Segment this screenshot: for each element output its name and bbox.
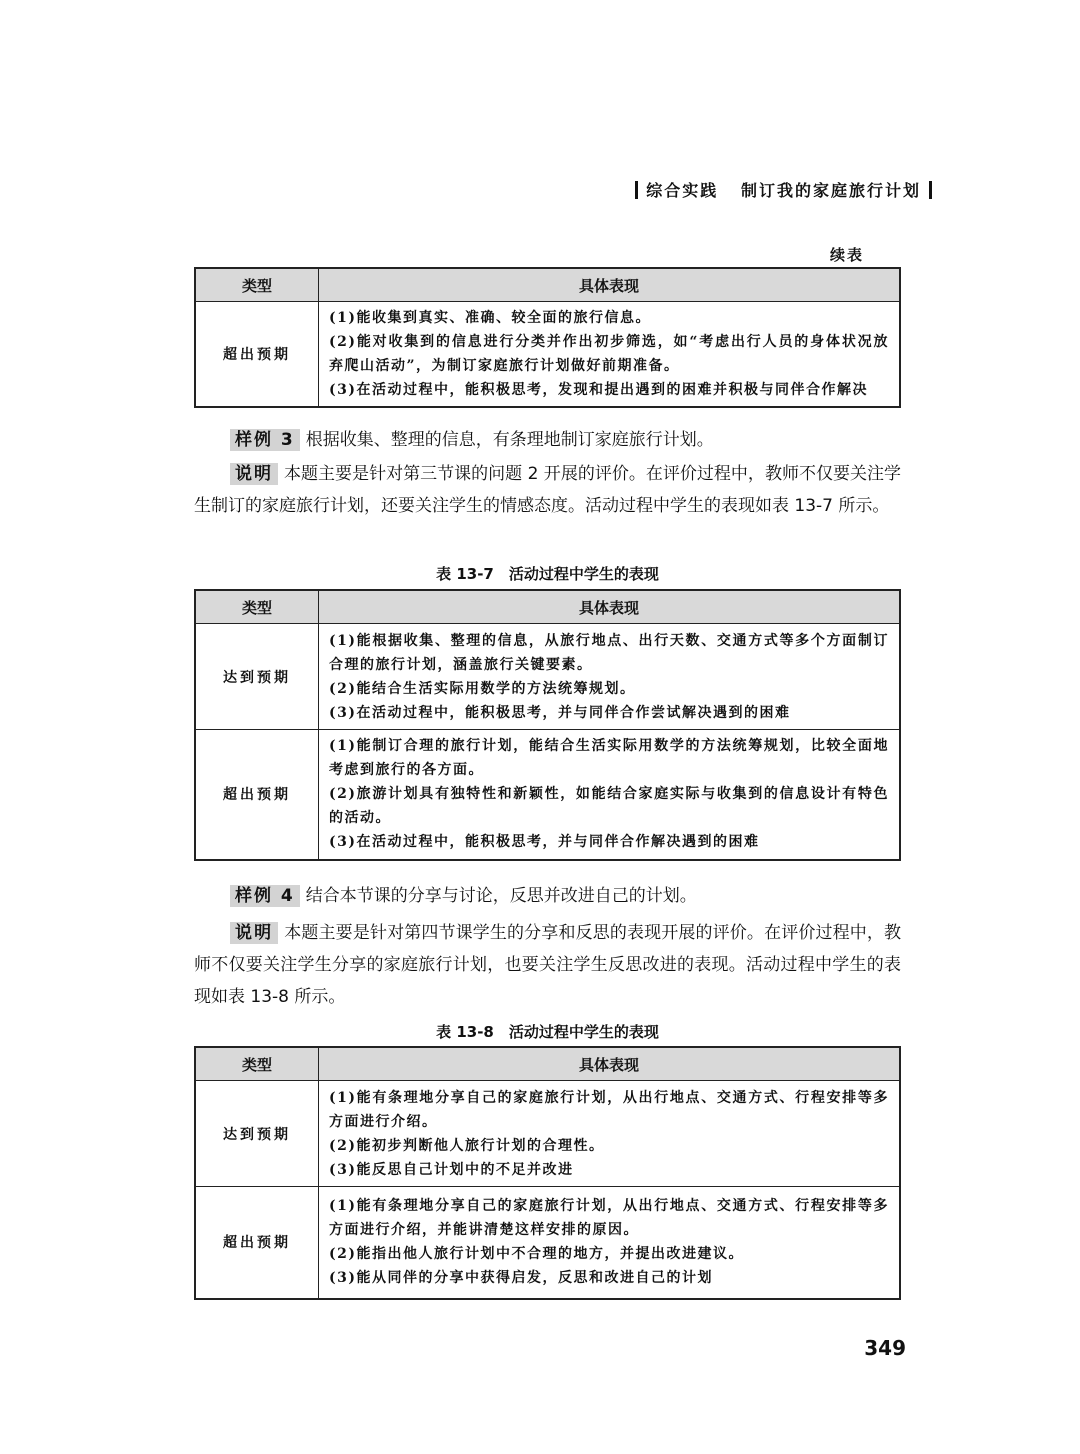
example-3-text: 根据收集、整理的信息，有条理地制订家庭旅行计划。 xyxy=(305,430,714,450)
row-desc xyxy=(319,730,901,860)
example-4 xyxy=(194,880,901,912)
table-row xyxy=(195,624,900,730)
desc-item: (1)能收集到真实、准确、较全面的旅行信息。 xyxy=(329,310,651,326)
row-type: 达到预期 xyxy=(195,624,319,730)
desc-item: (3)在活动过程中，能积极思考，发现和提出遇到的困难并积极与同伴合作解决 xyxy=(329,382,868,398)
desc-item: (3)在活动过程中，能积极思考，并与同伴合作尝试解决遇到的困难 xyxy=(329,704,791,721)
desc-item: (1)能有条理地分享自己的家庭旅行计划，从出行地点、交通方式、行程安排等多方面进行介绍。 xyxy=(329,1089,889,1130)
row-desc xyxy=(319,1081,901,1187)
example-3 xyxy=(194,424,901,456)
row-type: 超出预期 xyxy=(195,730,319,860)
header-title: 制订我的家庭旅行计划 xyxy=(740,181,921,200)
col-header-type: 类型 xyxy=(195,1047,319,1081)
desc-item: (1)能根据收集、整理的信息，从旅行地点、出行天数、交通方式等多个方面制订合理的旅行计划，涵盖旅行关键要素。 xyxy=(329,632,889,673)
table-row xyxy=(195,302,900,408)
continued-label: 续表 xyxy=(829,246,864,264)
example-4-text: 结合本节课的分享与讨论，反思并改进自己的计划。 xyxy=(305,886,697,906)
table-row xyxy=(195,1187,900,1299)
note-4 xyxy=(194,917,901,1013)
table-continued xyxy=(194,267,901,408)
note-4-tag: 说明 xyxy=(230,922,278,944)
note-3 xyxy=(194,458,901,522)
desc-item: (2)能初步判断他人旅行计划的合理性。 xyxy=(329,1137,605,1154)
note-4-text: 本题主要是针对第四节课学生的分享和反思的表现开展的评价。在评价过程中，教师不仅要关注学生分享的家庭旅行计划，也要关注学生反思改进的表现。活动过程中学生的表现如表 13-8 所示。 xyxy=(194,923,902,1007)
table-row xyxy=(195,730,900,860)
table-header-row xyxy=(195,1047,900,1081)
row-desc xyxy=(319,624,901,730)
table-header-row xyxy=(195,590,900,624)
table-7-caption: 表 13-7 活动过程中学生的表现 xyxy=(436,565,659,583)
col-header-type: 类型 xyxy=(195,268,319,302)
desc-item: (1)能制订合理的旅行计划，能结合生活实际用数学的方法统筹规划，比较全面地考虑到旅行的各方面。 xyxy=(329,738,889,779)
col-header-desc: 具体表现 xyxy=(319,590,901,624)
desc-item: (1)能有条理地分享自己的家庭旅行计划，从出行地点、交通方式、行程安排等多方面进行介绍，并能讲清楚这样安排的原因。 xyxy=(329,1198,889,1239)
row-desc xyxy=(319,302,901,408)
table-13-7 xyxy=(194,589,901,861)
col-header-desc: 具体表现 xyxy=(319,268,901,302)
note-3-tag: 说明 xyxy=(230,463,278,485)
table-8-caption: 表 13-8 活动过程中学生的表现 xyxy=(436,1023,659,1041)
table-row xyxy=(195,1081,900,1187)
header-bar-left xyxy=(635,181,638,199)
row-type: 达到预期 xyxy=(195,1081,319,1187)
desc-item: (2)能对收集到的信息进行分类并作出初步筛选，如“考虑出行人员的身体状况放弃爬山活动”，为制订家庭旅行计划做好前期准备。 xyxy=(329,334,889,374)
desc-item: (2)能指出他人旅行计划中不合理的地方，并提出改进建议。 xyxy=(329,1246,744,1263)
header-bar-right xyxy=(929,181,932,199)
desc-item: (2)旅游计划具有独特性和新颖性，如能结合家庭实际与收集到的信息设计有特色的活动。 xyxy=(329,786,889,827)
row-desc xyxy=(319,1187,901,1299)
example-3-tag: 样例 3 xyxy=(230,429,300,451)
desc-item: (3)能反思自己计划中的不足并改进 xyxy=(329,1161,574,1178)
row-type: 超出预期 xyxy=(195,302,319,408)
col-header-desc: 具体表现 xyxy=(319,1047,901,1081)
row-type: 超出预期 xyxy=(195,1187,319,1299)
desc-item: (3)能从同伴的分享中获得启发，反思和改进自己的计划 xyxy=(329,1270,713,1287)
running-header xyxy=(627,178,940,201)
table-13-8 xyxy=(194,1046,901,1300)
header-section: 综合实践 xyxy=(646,181,719,200)
col-header-type: 类型 xyxy=(195,590,319,624)
note-3-text: 本题主要是针对第三节课的问题 2 开展的评价。在评价过程中，教师不仅要关注学生制订的家庭旅行计划，还要关注学生的情感态度。活动过程中学生的表现如表 13-7 所示。 xyxy=(194,464,902,516)
table-header-row xyxy=(195,268,900,302)
example-4-tag: 样例 4 xyxy=(230,885,300,907)
desc-item: (2)能结合生活实际用数学的方法统筹规划。 xyxy=(329,680,636,697)
page-number: 349 xyxy=(864,1336,906,1360)
desc-item: (3)在活动过程中，能积极思考，并与同伴合作解决遇到的困难 xyxy=(329,834,760,851)
